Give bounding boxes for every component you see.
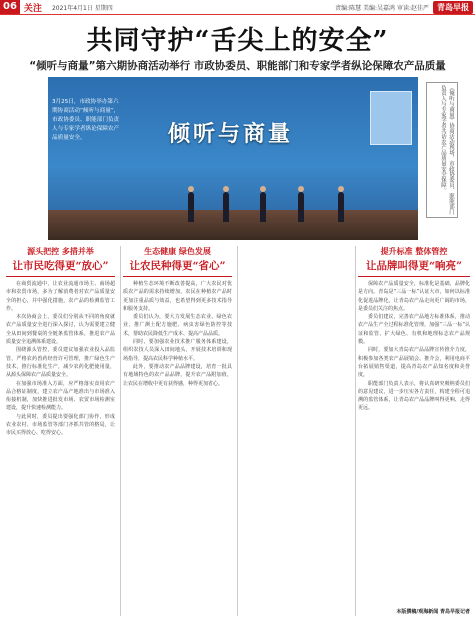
editors-line: 责编:陈慧 美编:吴嘉鸿 审读:赵佳严: [335, 4, 429, 12]
article-column-3: [240, 246, 353, 616]
photo-screen: [370, 91, 412, 145]
paragraph: 职能部门负责人表示，将认真研究吸纳委员们的意见建议，进一步压实各方责任，构建全程可追溯的监管体系，让青岛农产品品牌叫得更响、走得更远。: [358, 380, 470, 412]
paragraph: 本次协商会上，委员们分别从不同的角度就农产品质量安全进行深入探讨，认为需要建立健全从田间到餐桌的全链条监管体系，推进农产品质量安全追溯体系建设。: [6, 314, 115, 346]
photo-person-head: [260, 186, 266, 192]
paragraph: 在商贸流通中，让农业流通市场主、商场超市和农贸市场，多为了解消费者对农产品质量安全的担心，并中强化措施，农产品的检测监管工作。: [6, 281, 115, 312]
paragraph: 此外，要推动农产品品牌建设，培育一批具有地域特色的农产品品牌，提升农产品附加值，让农民在增收中更有获得感，种得更加省心。: [123, 363, 232, 387]
photo-banner-text: 倾听与商量: [168, 121, 294, 147]
photo-person: [223, 192, 229, 222]
column-title: 让市民吃得更“放心”: [12, 260, 109, 272]
column-title: 让品牌叫得更“响亮”: [365, 260, 463, 272]
photo-person: [298, 192, 304, 222]
page-header: [0, 0, 475, 15]
column-kicker: 提升标准 整体管控: [380, 247, 448, 256]
subheadline: “倾听与商量”第六期协商活动举行 市政协委员、职能部门和专家学者纵论保障农产品质量: [29, 60, 446, 72]
section-name: 关注: [23, 3, 42, 14]
column-divider: [120, 246, 121, 616]
main-headline: 共同守护“舌尖上的安全”: [86, 26, 389, 56]
article-column-2: [123, 246, 232, 616]
page-number: 06: [0, 0, 20, 14]
article-column-1: [6, 246, 115, 616]
photo-person: [338, 192, 344, 222]
paragraph: 围绕源头管控，委员建议加强农业投入品监管，严格农药兽药经营许可管理，推广绿色生产技术，推行标准化生产，减少农药化肥使用量，从源头保障农产品质量安全。: [6, 347, 115, 379]
byline: 本版撰稿/观海新闻 青岛早报记者: [396, 609, 470, 615]
dateline: 2021年4月1日 星期四: [51, 4, 113, 12]
photo-stage: [48, 210, 418, 240]
photo-person: [188, 192, 194, 222]
column-rule: [358, 276, 470, 277]
paragraph: 在加强市场准入方面，应严格落实食用农产品合格证制度，建立农产品产地准出与市场准入衔接机制，加快推进批发市场、农贸市场检测室建设，提升快速检测能力。: [6, 380, 115, 412]
paragraph: 委员们认为，要大力发展生态农业、绿色农业，推广测土配方施肥、病虫害绿色防控等技术，帮助农民降低生产成本、提高产品品质。: [123, 314, 232, 337]
photo-person: [260, 192, 266, 222]
column-title: 让农民种得更“省心”: [129, 260, 226, 272]
photo-person-head: [188, 186, 194, 192]
column-rule: [6, 276, 115, 277]
photo-caption: 3月25日，市政协举办第六期协商活动“倾听与商量”，市政协委员、职能部门负责人与专家学者纵论保障农产品质量安全。: [52, 99, 120, 141]
article-column-4: [358, 246, 470, 616]
paragraph: 同时，要加大青岛农产品品牌宣传推介力度，积极参加各类农产品展销会、推介会，利用电商平台拓展销售渠道，提高青岛农产品知名度和美誉度。: [358, 347, 470, 379]
paragraph: 种植生态环境不断改善提高，广大农民对优质农产品的需求持续增加，农民在种植农产品时更加注重品质与效益，也希望得到更多技术指导和服务支持。: [123, 281, 232, 312]
paragraph: 保障农产品质量安全，标准化是基础，品牌化是方向。青岛是“三品一标”认证大市，如何以标准化促进品牌化，让青岛农产品走向更广阔的市场，是委员们关注的焦点。: [358, 281, 470, 312]
column-divider: [237, 246, 238, 616]
column-kicker: 源头把控 多措并举: [27, 247, 94, 256]
newspaper-logo: 青岛早报: [433, 1, 473, 14]
column-kicker: 生态健康 绿色发展: [144, 247, 211, 256]
paragraph: 与此同时，委员提出要强化部门协作，形成农业农村、市场监管等部门齐抓共管的格局，让市民买得放心、吃得安心。: [6, 413, 115, 437]
paragraph: 同时，要加强农业技术推广服务体系建设，组织农技人员深入田间地头，开展技术培训和现场指导，提高农民科学种植水平。: [123, 339, 232, 362]
column-rule: [123, 276, 232, 277]
photo-person-head: [338, 186, 344, 192]
paragraph: 委员们建议，完善农产品地方标准体系，推动农产品生产全过程标准化管理，加强“三品一标”认证和监管，扩大绿色、有机和地理标志农产品规模。: [358, 314, 470, 346]
photo-person-head: [223, 186, 229, 192]
photo-person-head: [298, 186, 304, 192]
side-caption: 《倾听与商量》协商活动现场，市政协委员、职能部门负责人与专家学者共话农产品质量安全保障。: [426, 82, 458, 218]
column-divider: [355, 246, 356, 616]
